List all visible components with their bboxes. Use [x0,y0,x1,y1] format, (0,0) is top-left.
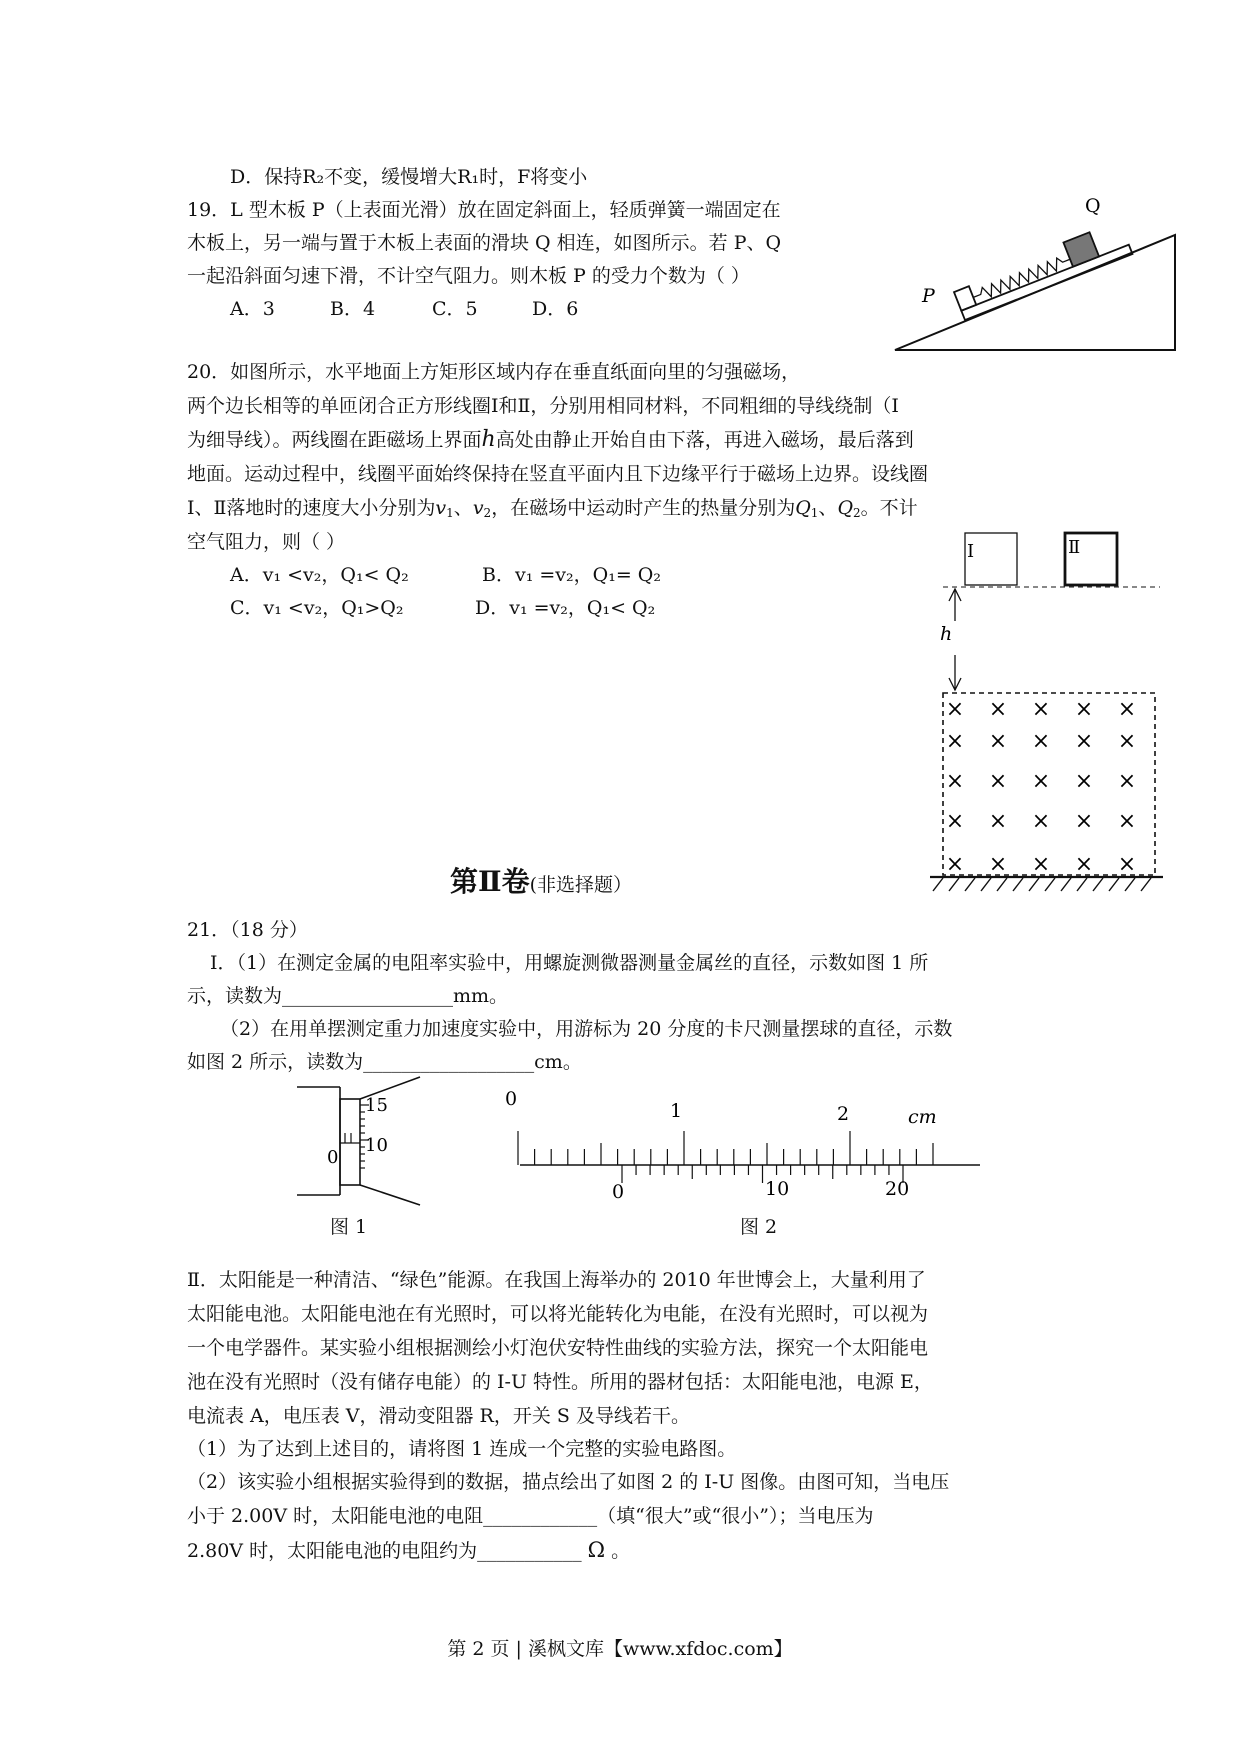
vernier-scale-10: 10 [765,1178,790,1200]
svg-text:×: × [1031,697,1051,722]
page-footer: 第 2 页 | 溪枫文库【www.xfdoc.com】 [447,1638,793,1660]
svg-text:×: × [945,809,965,834]
main-scale-2: 2 [837,1103,850,1125]
svg-text:×: × [945,852,965,877]
svg-text:×: × [1074,729,1094,754]
q20-line-6: 空气阻力，则（ ） [187,531,346,553]
vernier-figure [490,1085,990,1215]
q21-head: 21．（18 分） [187,919,308,941]
q19-line-1: 19．L 型木板 P（上表面光滑）放在固定斜面上，轻质弹簧一端固定在 [187,199,781,221]
q19-fig-label-q: Q [1085,195,1101,217]
svg-text:×: × [1031,809,1051,834]
q21-p2-line-1: （2）在用单摆测定重力加速度实验中，用游标为 20 分度的卡尺测量摆球的直径，示数 [220,1018,953,1040]
svg-text:×: × [988,697,1008,722]
q19-line-2: 木板上，另一端与置于木板上表面的滑块 Q 相连，如图所示。若 P、Q [187,232,782,254]
svg-text:×: × [988,729,1008,754]
coil-2-label: Ⅱ [1068,537,1081,558]
q20-line-2: 两个边长相等的单匝闭合正方形线圈Ⅰ和Ⅱ，分别用相同材料，不同粗细的导线绕制（Ⅰ [187,395,899,417]
fig2-caption: 图 2 [740,1216,778,1238]
micrometer-tick-15: 15 [365,1095,388,1116]
svg-text:×: × [1074,769,1094,794]
q20-option-a: A．v₁ <v₂，Q₁< Q₂ [230,564,409,586]
q20-option-c: C．v₁ <v₂，Q₁>Q₂ [230,597,404,619]
q19-option-a: A．3 [230,298,275,320]
q21-p1-line-1: Ⅰ．（1）在测定金属的电阻率实验中，用螺旋测微器测量金属丝的直径，示数如图 1 所 [210,952,929,974]
q21-ii-line-1: Ⅱ．太阳能是一种清洁、“绿色”能源。在我国上海举办的 2010 年世博会上，大量利用了 [187,1269,926,1291]
q21-ii-question-1: （1）为了达到上述目的，请将图 1 连成一个完整的实验电路图。 [187,1438,737,1460]
micrometer-tick-10: 10 [365,1135,388,1156]
svg-text:×: × [1117,769,1137,794]
main-scale-0: 0 [505,1088,518,1110]
q21-ii-question-2-line-1: （2）该实验小组根据实验得到的数据，描点绘出了如图 2 的 I-U 图像。由图可知，当电压 [187,1471,950,1493]
q21-ii-line-3: 一个电学器件。某实验小组根据测绘小灯泡伏安特性曲线的实验方法，探究一个太阳能电 [187,1337,929,1359]
q20-line-4: 地面。运动过程中，线圈平面始终保持在竖直平面内且下边缘平行于磁场上边界。设线圈 [187,463,929,485]
q19-line-3: 一起沿斜面匀速下滑，不计空气阻力。则木板 P 的受力个数为（ ） [187,265,750,287]
section-title: 第Ⅱ卷(非选择题） [450,865,633,898]
q19-incline-figure [890,190,1190,360]
svg-text:×: × [1117,852,1137,877]
svg-text:×: × [1117,809,1137,834]
svg-text:×: × [1031,852,1051,877]
micrometer-tick-0: 0 [327,1147,339,1168]
coil-1-label: Ⅰ [967,541,975,562]
q21-p1-line-2: 示，读数为__________________mm。 [187,985,509,1007]
q19-option-b: B．4 [330,298,376,320]
svg-text:×: × [945,729,965,754]
q19-fig-label-p: P [922,285,935,307]
svg-text:×: × [1117,697,1137,722]
height-label: h [940,623,953,645]
q21-ii-line-5: 电流表 A，电压表 V，滑动变阻器 R，开关 S 及导线若干。 [187,1405,690,1427]
q20-option-b: B．v₁ =v₂，Q₁= Q₂ [482,564,661,586]
vernier-scale-0: 0 [612,1181,625,1203]
q20-line-1: 20．如图所示，水平地面上方矩形区域内存在垂直纸面向里的匀强磁场， [187,361,801,383]
svg-text:×: × [1031,729,1051,754]
q20-line-5: Ⅰ、Ⅱ落地时的速度大小分别为$v_1$、$v_2$，在磁场中运动时产生的热量分别为$Q_1$、$Q_2$。不计 [187,497,918,520]
svg-text:×: × [1074,809,1094,834]
q20-option-d: D．v₁ =v₂，Q₁< Q₂ [475,597,656,619]
fig1-caption: 图 1 [330,1216,368,1238]
svg-text:×: × [1074,697,1094,722]
svg-text:×: × [988,769,1008,794]
q20-line-3: 为细导线）。两线圈在距磁场上界面h高处由静止开始自由下落，再进入磁场，最后落到 [187,427,914,452]
svg-text:×: × [945,769,965,794]
main-scale-1: 1 [670,1100,683,1122]
q21-ii-line-2: 太阳能电池。太阳能电池在有光照时，可以将光能转化为电能，在没有光照时，可以视为 [187,1303,929,1325]
q21-p2-line-2: 如图 2 所示，读数为__________________cm。 [187,1051,582,1073]
q21-ii-line-4: 池在没有光照时（没有储存电能）的 I-U 特性。所用的器材包括：太阳能电池，电源 E， [187,1371,933,1393]
q21-ii-question-2-line-2: 小于 2.00V 时，太阳能电池的电阻____________（填“很大”或“很小”）；当电压为 [187,1505,874,1527]
svg-text:×: × [1031,769,1051,794]
svg-text:×: × [1117,729,1137,754]
main-scale-unit: cm [908,1106,937,1128]
svg-text:×: × [988,852,1008,877]
q21-ii-question-2-line-3: 2.80V 时，太阳能电池的电阻约为___________ Ω 。 [187,1538,631,1562]
svg-text:×: × [1074,852,1094,877]
q20-magnetic-field-figure [925,525,1165,895]
field-marks [946,697,1136,877]
vernier-scale-20: 20 [885,1178,910,1200]
q18-option-d: D．保持R₂不变，缓慢增大R₁时，F将变小 [230,166,588,188]
svg-text:×: × [988,809,1008,834]
micrometer-figure [295,1075,440,1225]
q19-option-d: D．6 [532,298,579,320]
svg-text:×: × [945,697,965,722]
q19-option-c: C．5 [432,298,478,320]
